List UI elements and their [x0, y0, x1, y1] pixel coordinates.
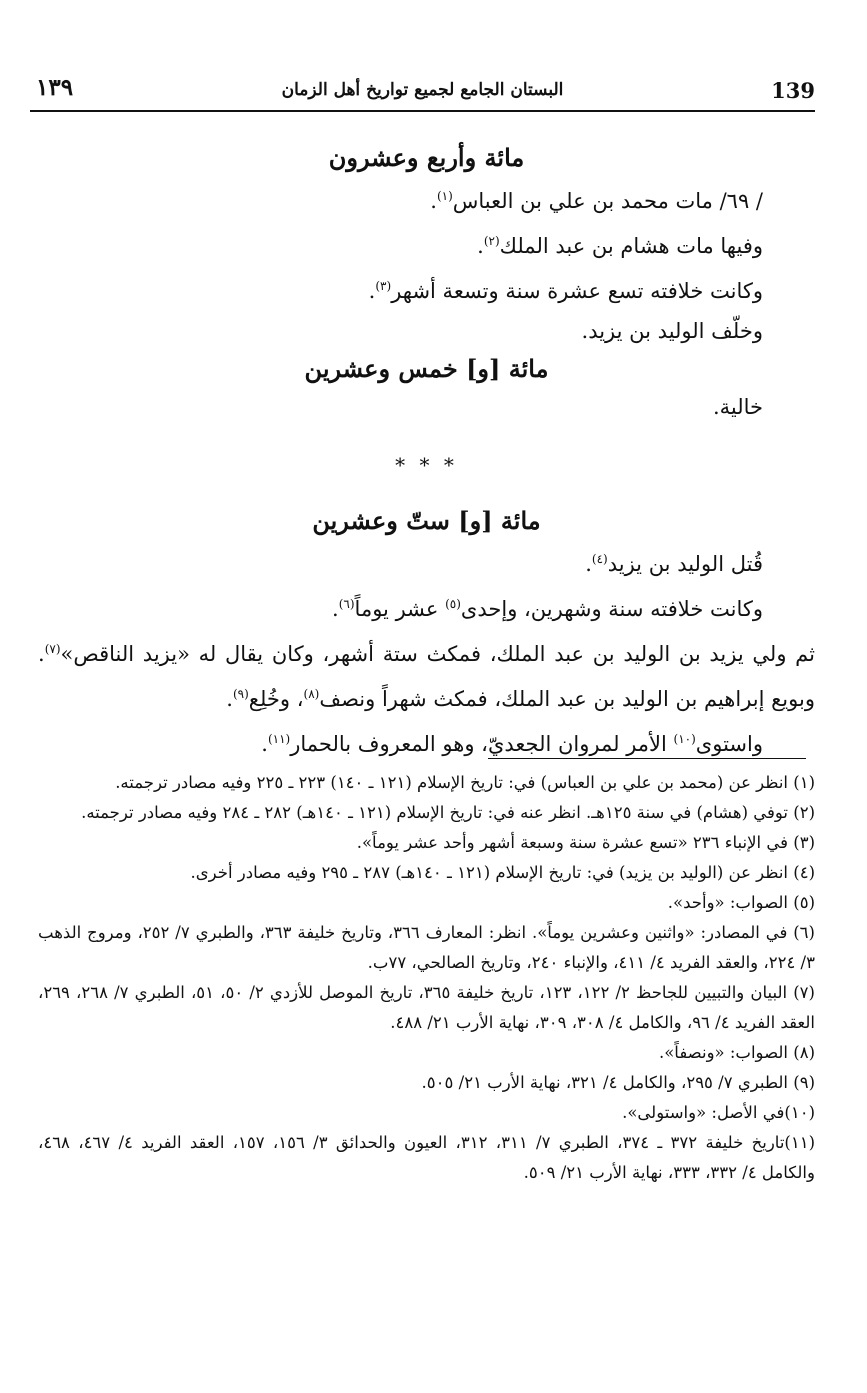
footnote: (٦) في المصادر: «واثنين وعشرين يوماً». انظر: المعارف ٣٦٦، وتاريخ خليفة ٣٦٣، والطبري ٧/ ٢٥٢، ومروج الذهب ٣/ ٢٢٤، والعقد الفريد ٤/ ٤١١، والإنباء ٢٤٠، وتاريخ الصالحي، ٧٧ب.: [38, 923, 815, 972]
text-line: / ٦٩/ مات محمد بن علي بن العباس$^{(١)}$.: [430, 189, 763, 213]
footnote-ref[interactable]: (١): [436, 189, 453, 203]
text-line: قُتل الوليد بن يزيد$^{(٤)}$.: [585, 552, 763, 576]
footnote-separator: [488, 758, 806, 759]
footnote: (١٠)في الأصل: «واستولى».: [622, 1103, 815, 1122]
footnote: (٥) الصواب: «وأحد».: [667, 893, 815, 912]
footnote-ref[interactable]: (٨): [303, 687, 320, 701]
year-heading-124: مائة وأربع وعشرون: [328, 143, 525, 172]
footnote: (١) انظر عن (محمد بن علي بن العباس) في: تاريخ الإسلام (١٢١ ـ ١٤٠) ٢٢٣ ـ ٢٢٥ وفيه مصادر ترجمته.: [115, 773, 815, 792]
footnote: (٤) انظر عن (الوليد بن يزيد) في: تاريخ الإسلام (١٢١ ـ ١٤٠هـ) ٢٨٧ ـ ٢٩٥ وفيه مصادر أخرى.: [190, 863, 815, 882]
footnotes: [38, 768, 815, 1188]
text-paragraph: ثم ولي يزيد بن الوليد بن عبد الملك، فمكث ستة أشهر، وكان يقال له «يزيد الناقص»$^{(٧)}$. وبويع إبراهيم بن الوليد بن عبد الملك، فمكث شهراً ونصف$^{(٨)}$، وخُلِع$^{(٩)}$.: [38, 642, 815, 711]
main-text: [38, 140, 815, 764]
page-header: [30, 74, 815, 112]
footnote-ref[interactable]: (٥): [445, 597, 461, 611]
footnote: (٣) في الإنباء ٢٣٦ «تسع عشرة سنة وسبعة أشهر وأحد عشر يوماً».: [356, 833, 815, 852]
text-line: واستوى$^{(١٠)}$ الأمر لمروان الجعديّ، وهو المعروف بالحمار$^{(١١)}$.: [261, 732, 763, 756]
year-heading-126: مائة [و] ستّ وعشرين: [312, 506, 541, 535]
footnote: (٨) الصواب: «ونصفاً».: [658, 1043, 815, 1062]
page-number-latin: 139: [771, 78, 815, 103]
section-separator: * * *: [395, 453, 458, 477]
footnote: (٧) البيان والتبيين للجاحظ ٢/ ١٢٢، ١٢٣، تاريخ خليفة ٣٦٥، تاريخ الموصل للأزدي ٢/ ٥٠، ٥١، الطبري ٧/ ٢٦٨، ٢٦٩، العقد الفريد ٤/ ٩٦، والكامل ٤/ ٣٠٨، ٣٠٩، نهاية الأرب ٢١/ ٤٨٨.: [38, 983, 815, 1032]
footnote-ref[interactable]: (٣): [375, 279, 392, 293]
footnote-ref[interactable]: (١٠): [673, 732, 696, 746]
footnote-ref[interactable]: (٩): [232, 687, 249, 701]
footnote-ref[interactable]: (٦): [338, 597, 355, 611]
text-line: وخلّف الوليد بن يزيد.: [581, 319, 763, 343]
footnote: (١١)تاريخ خليفة ٣٧٢ ـ ٣٧٤، الطبري ٧/ ٣١١، ٣١٢، العيون والحدائق ٣/ ١٥٦، ١٥٧، العقد الفريد ٤/ ٤٦٧، ٤٦٨، والكامل ٤/ ٣٣٢، ٣٣٣، نهاية الأرب ٢١/ ٥٠٩.: [38, 1133, 816, 1182]
footnote-ref[interactable]: (٧): [44, 642, 61, 656]
text-line: وكانت خلافته سنة وشهرين، وإحدى$^{(٥)}$ عشر يوماً$^{(٦)}$.: [332, 597, 763, 621]
running-title: البستان الجامع لجميع تواريخ أهل الزمان: [281, 80, 564, 100]
footnote: (٢) توفي (هشام) في سنة ١٢٥هـ. انظر عنه في: تاريخ الإسلام (١٢١ ـ ١٤٠هـ) ٢٨٢ ـ ٢٨٤ وفيه مصادر ترجمته.: [81, 803, 815, 822]
footnote-ref[interactable]: (٤): [591, 552, 608, 566]
page-number-arabic: ١٣٩: [36, 74, 74, 101]
footnote: (٩) الطبري ٧/ ٢٩٥، والكامل ٤/ ٣٢١، نهاية الأرب ٢١/ ٥٠٥.: [421, 1073, 815, 1092]
text-line: خالية.: [712, 395, 763, 419]
year-heading-125: مائة [و] خمس وعشرين: [304, 354, 549, 383]
footnote-ref[interactable]: (١١): [267, 732, 291, 746]
text-line: وكانت خلافته تسع عشرة سنة وتسعة أشهر$^{(٣)}$.: [368, 279, 763, 303]
text-line: وفيها مات هشام بن عبد الملك$^{(٢)}$.: [477, 234, 763, 258]
footnote-ref[interactable]: (٢): [483, 234, 500, 248]
